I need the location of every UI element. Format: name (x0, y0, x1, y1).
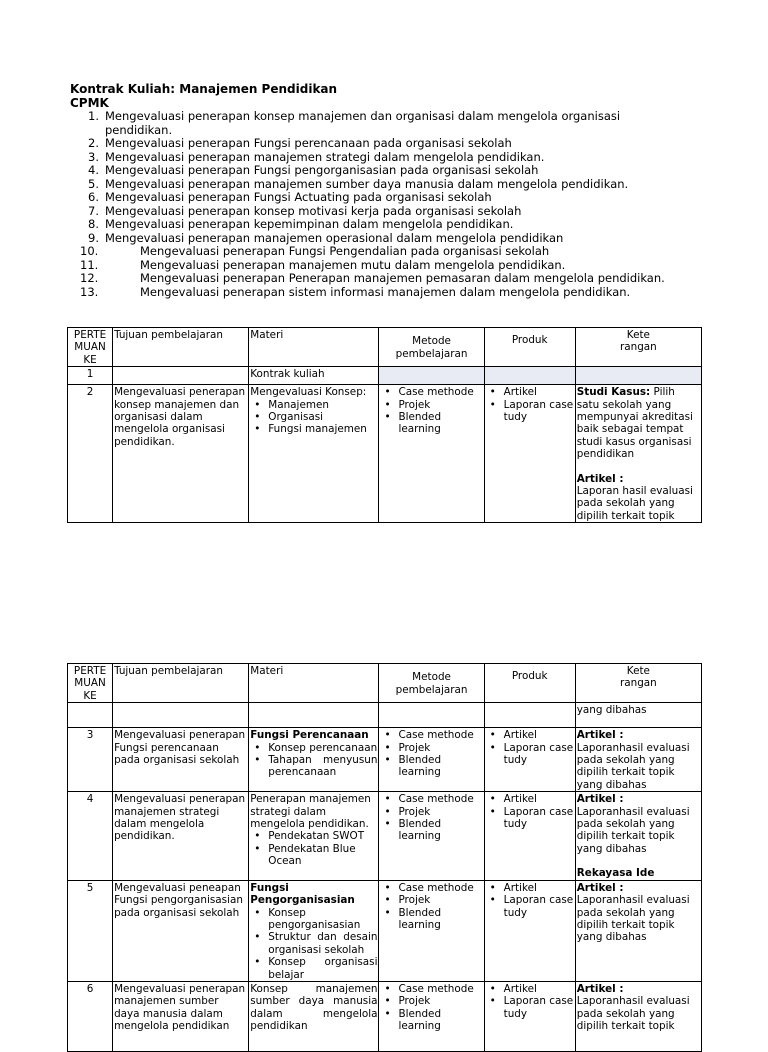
objective-text: Mengevaluasi penerapan manajemen sumber daya manusia dalam mengelola pendidikan. (105, 176, 629, 191)
course-table-2 (67, 663, 702, 1052)
objective-number: 7. (88, 203, 99, 218)
produk-cell (484, 703, 575, 728)
list-item: • Blended learning (380, 754, 482, 779)
row-number: 5 (68, 880, 113, 981)
metode-cell (379, 792, 484, 880)
objective-text: Mengevaluasi penerapan manajemen operasional dalam mengelola pendidikan (105, 230, 564, 245)
header-materi: Materi (249, 664, 379, 703)
materi-cell: Penerapan manajemen strategi dalam mengelola pendidikan. • Pendekatan SWOT • Pendekatan Blue Ocean (249, 792, 379, 880)
objective-number: 6. (88, 190, 99, 204)
header-materi: Materi (249, 328, 379, 367)
header-produk: Produk (484, 328, 575, 367)
table-row (68, 880, 702, 981)
list-item: • Pendekatan Blue Ocean (250, 843, 377, 868)
table-row (68, 981, 702, 1051)
produk-cell (484, 880, 575, 981)
keterangan-cell: Artikel : Laporanhasil evaluasi pada sekolah yang dipilih terkait topik (575, 981, 701, 1051)
list-item: • Case methode (380, 729, 482, 741)
materi-cell: Mengevaluasi Konsep: • Manajemen • Organisasi • Fungsi manajemen (249, 385, 379, 523)
list-item: • Blended learning (380, 411, 482, 436)
keterangan-cell: Artikel : Laporanhasil evaluasi pada sekolah yang dipilih terkait topik yang dibahas (575, 880, 701, 981)
materi-cell: Kontrak kuliah (249, 367, 379, 385)
tujuan-cell (113, 703, 249, 728)
objective-text: Mengevaluasi penerapan Fungsi perencanaan pada organisasi sekolah (105, 136, 512, 150)
table-header-row (68, 328, 702, 367)
list-item: • Artikel (486, 386, 574, 398)
header-metode: Metode pembelajaran (379, 328, 484, 367)
metode-cell (379, 367, 484, 385)
course-table-1 (67, 327, 702, 523)
header-keterangan: Kete rangan (575, 664, 701, 703)
list-item: • Artikel (486, 793, 574, 805)
materi-cell: Fungsi Perencanaan • Konsep perencanaan • Tahapan menyusun perencanaan (249, 728, 379, 792)
list-item: • Konsep pengorganisasian (250, 907, 377, 932)
metode-cell (379, 880, 484, 981)
list-item: • Manajemen (250, 399, 377, 411)
list-item: • Konsep perencanaan (250, 742, 377, 754)
objective-number: 3. (88, 149, 99, 164)
list-item: • Blended learning (380, 907, 482, 932)
keterangan-cell: Studi Kasus: Pilih satu sekolah yang mempunyai akreditasi baik sebagai tempat studi kasus organisasi pendidikan Artikel : Laporan hasil evaluasi pada sekolah yang dipilih terkait topik (575, 385, 701, 523)
produk-cell (484, 728, 575, 792)
table-row (68, 385, 702, 523)
row-number: 4 (68, 792, 113, 880)
header-pertemuan: PERTE MUAN KE (68, 328, 113, 367)
table-row (68, 792, 702, 880)
list-item: • Projek (380, 894, 482, 906)
materi-cell (249, 703, 379, 728)
row-number: 1 (68, 367, 113, 385)
list-item: • Struktur dan desain organisasi sekolah (250, 931, 377, 956)
keterangan-cell: yang dibahas (575, 703, 701, 728)
row-number: 3 (68, 728, 113, 792)
list-item: • Laporan case tudy (486, 894, 574, 919)
table-row (68, 703, 702, 728)
keterangan-cell: Artikel : Laporanhasil evaluasi pada sekolah yang dipilih terkait topik yang dibahas (575, 728, 701, 792)
metode-cell (379, 981, 484, 1051)
list-item: • Case methode (380, 793, 482, 805)
table-row (68, 728, 702, 792)
header-tujuan: Tujuan pembelajaran (113, 664, 249, 703)
keterangan-cell: Artikel : Laporanhasil evaluasi pada sekolah yang dipilih terkait topik yang dibahas Rekayasa Ide (575, 792, 701, 880)
list-item: • Organisasi (250, 411, 377, 423)
header-produk: Produk (484, 664, 575, 703)
list-item: • Artikel (486, 729, 574, 741)
materi-cell: Konsep manajemen sumber daya manusia dalam mengelola pendidikan (249, 981, 379, 1051)
objective-number: 8. (88, 217, 99, 231)
list-item: • Projek (380, 995, 482, 1007)
materi-cell: Fungsi Pengorganisasian • Konsep pengorganisasian • Struktur dan desain organisasi sekolah • Konsep organisasi belajar (249, 880, 379, 981)
row-number: 6 (68, 981, 113, 1051)
list-item: • Case methode (380, 983, 482, 995)
objective-text: Mengevaluasi penerapan konsep manajemen dan organisasi dalam mengelola organisasi (105, 109, 621, 123)
list-item: • Fungsi manajemen (250, 423, 377, 435)
objective-text: Mengevaluasi penerapan manajemen strategi dalam mengelola pendidikan. (105, 149, 545, 164)
objective-number: 9. (88, 230, 99, 245)
keterangan-cell (575, 367, 701, 385)
produk-cell (484, 367, 575, 385)
list-item: • Artikel (486, 882, 574, 894)
metode-cell (379, 385, 484, 523)
objective-number: 5. (88, 176, 99, 191)
header-keterangan: Kete rangan (575, 328, 701, 367)
tujuan-cell: Mengevaluasi peneapan Fungsi pengorganisasian pada organisasi sekolah (113, 880, 249, 981)
objective-number: 13. (80, 284, 99, 299)
metode-cell (379, 703, 484, 728)
list-item: • Projek (380, 806, 482, 818)
list-item: • Blended learning (380, 1008, 482, 1033)
list-item: • Projek (380, 742, 482, 754)
list-item: • Laporan case tudy (486, 399, 574, 424)
objective-text: Mengevaluasi penerapan Fungsi Actuating pada organisasi sekolah (105, 190, 492, 204)
list-item: • Artikel (486, 983, 574, 995)
objective-number: 1. (88, 109, 99, 123)
list-item: • Case methode (380, 386, 482, 398)
objective-number: 10. (80, 244, 99, 258)
objective-text: Mengevaluasi penerapan sistem informasi manajemen dalam mengelola pendidikan. (140, 284, 631, 299)
objective-text: Mengevaluasi penerapan Penerapan manajemen pemasaran dalam mengelola pendidikan. (140, 271, 665, 285)
objective-number: 12. (80, 271, 99, 285)
objective-number: 2. (88, 136, 99, 150)
row-number: 2 (68, 385, 113, 523)
objective-text: Mengevaluasi penerapan Fungsi pengorganisasian pada organisasi sekolah (105, 163, 539, 177)
table-row (68, 367, 702, 385)
list-item: • Case methode (380, 882, 482, 894)
header-metode: Metode pembelajaran (379, 664, 484, 703)
tujuan-cell: Mengevaluasi penerapan Fungsi perencanaan pada organisasi sekolah (113, 728, 249, 792)
objective-number: 4. (88, 163, 99, 177)
list-item: • Projek (380, 399, 482, 411)
objective-text-continued: pendidikan. (105, 122, 173, 137)
tujuan-cell: Mengevaluasi penerapan manajemen strategi dalam mengelola pendidikan. (113, 792, 249, 880)
list-item: • Konsep organisasi belajar (250, 956, 377, 981)
tujuan-cell (113, 367, 249, 385)
list-item: • Laporan case tudy (486, 806, 574, 831)
tujuan-cell: Mengevaluasi penerapan manajemen sumber daya manusia dalam mengelola pendidikan (113, 981, 249, 1051)
list-item: • Blended learning (380, 818, 482, 843)
list-item: • Laporan case tudy (486, 742, 574, 767)
produk-cell (484, 792, 575, 880)
table-header-row (68, 664, 702, 703)
header-tujuan: Tujuan pembelajaran (113, 328, 249, 367)
list-item: • Tahapan menyusun perencanaan (250, 754, 377, 779)
header-pertemuan: PERTE MUAN KE (68, 664, 113, 703)
row-number (68, 703, 113, 728)
document-title: Kontrak Kuliah: Manajemen Pendidikan (70, 82, 338, 96)
produk-cell (484, 981, 575, 1051)
metode-cell (379, 728, 484, 792)
list-item: • Pendekatan SWOT (250, 830, 377, 842)
objective-text: Mengevaluasi penerapan kepemimpinan dalam mengelola pendidikan. (105, 217, 514, 231)
tujuan-cell: Mengevaluasi penerapan konsep manajemen dan organisasi dalam mengelola organisasi pendidikan. (113, 385, 249, 523)
objective-text: Mengevaluasi penerapan Fungsi Pengendalian pada organisasi sekolah (140, 244, 550, 258)
produk-cell (484, 385, 575, 523)
list-item: • Laporan case tudy (486, 995, 574, 1020)
objective-number: 11. (80, 257, 99, 272)
objective-text: Mengevaluasi penerapan konsep motivasi kerja pada organisasi sekolah (105, 203, 522, 218)
cpmk-label: CPMK (70, 96, 109, 110)
objective-text: Mengevaluasi penerapan manajemen mutu dalam mengelola pendidikan. (140, 257, 566, 272)
